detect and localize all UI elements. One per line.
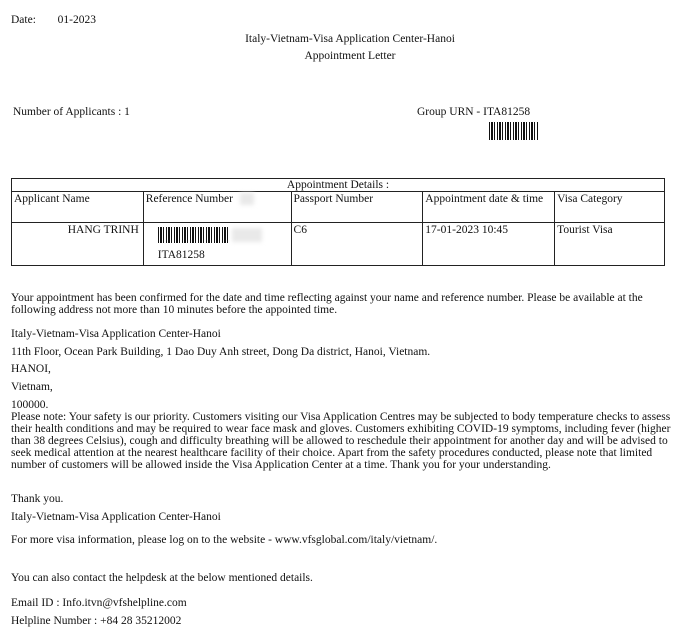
group-urn-barcode xyxy=(489,122,539,140)
thank-you: Thank you. xyxy=(11,493,64,505)
table-title: Appointment Details : xyxy=(12,179,665,192)
col-applicant-name: Applicant Name xyxy=(12,192,144,223)
table-row xyxy=(12,223,665,266)
more-info: For more visa information, please log on to the website - www.vfsglobal.com/italy/vietnam/. xyxy=(11,534,438,546)
col-passport-number: Passport Number xyxy=(291,192,423,223)
date-line xyxy=(11,14,96,26)
redacted-mark xyxy=(240,193,254,205)
date-value: 01-2023 xyxy=(57,14,96,26)
col-reference-number xyxy=(143,192,291,223)
applicant-count: Number of Applicants : 1 xyxy=(13,106,130,118)
confirmation-text: Your appointment has been confirmed for the date and time reflecting against your name and reference number. Please be available at the following address not more than 10 minutes before the appointed time. xyxy=(11,292,643,316)
safety-note: Please note: Your safety is our priority. Customers visiting our Visa Application Centres may be subjected to body temperature checks to assess their health conditions and may be required to wear face mask and gloves. Customers exhibiting COVID-19 symptoms, including fever (higher than 38 degrees Celsius), cough and difficulty breathing will be allowed to reschedule their appointment for another day and will be advised to seek medical attention at the nearest healthcare facility of their choice. Apart from the safety procedures conducted, please note that limited number of customers will be allowed inside the Visa Application Center at a time. Thank you for your understanding. xyxy=(11,411,671,471)
signature: Italy-Vietnam-Visa Application Center-Hanoi xyxy=(11,511,221,523)
address-country: Vietnam, xyxy=(11,381,53,393)
address-city: HANOI, xyxy=(11,363,51,375)
letter-title: Appointment Letter xyxy=(304,50,396,62)
center-name: Italy-Vietnam-Visa Application Center-Hanoi xyxy=(245,33,455,45)
helpdesk-text: You can also contact the helpdesk at the below mentioned details. xyxy=(11,572,313,584)
cell-appointment: 17-01-2023 10:45 xyxy=(423,223,555,266)
address-postcode: 100000. xyxy=(11,399,49,411)
cell-visa-category: Tourist Visa xyxy=(555,223,665,266)
reference-number-text: ITA81258 xyxy=(157,249,205,261)
col-visa-category: Visa Category xyxy=(555,192,665,223)
email-line: Email ID : Info.itvn@vfshelpline.com xyxy=(11,597,187,609)
group-urn: Group URN - ITA81258 xyxy=(417,106,531,118)
reference-redaction xyxy=(232,228,262,242)
helpline-line: Helpline Number : +84 28 35212002 xyxy=(11,615,182,627)
address-name: Italy-Vietnam-Visa Application Center-Hanoi xyxy=(11,328,221,340)
cell-applicant-name: HANG TRINH xyxy=(12,223,144,266)
col-appointment-date: Appointment date & time xyxy=(423,192,555,223)
cell-passport-number: C6 xyxy=(291,223,423,266)
table-header-row xyxy=(12,192,665,223)
cell-reference-number xyxy=(143,223,291,266)
appointment-table xyxy=(11,178,665,266)
date-label: Date: xyxy=(11,14,36,26)
address-line: 11th Floor, Ocean Park Building, 1 Dao Duy Anh street, Dong Da district, Hanoi, Vietnam. xyxy=(11,346,431,358)
reference-barcode xyxy=(158,227,230,243)
col-reference-number-label: Reference Number xyxy=(145,193,233,205)
